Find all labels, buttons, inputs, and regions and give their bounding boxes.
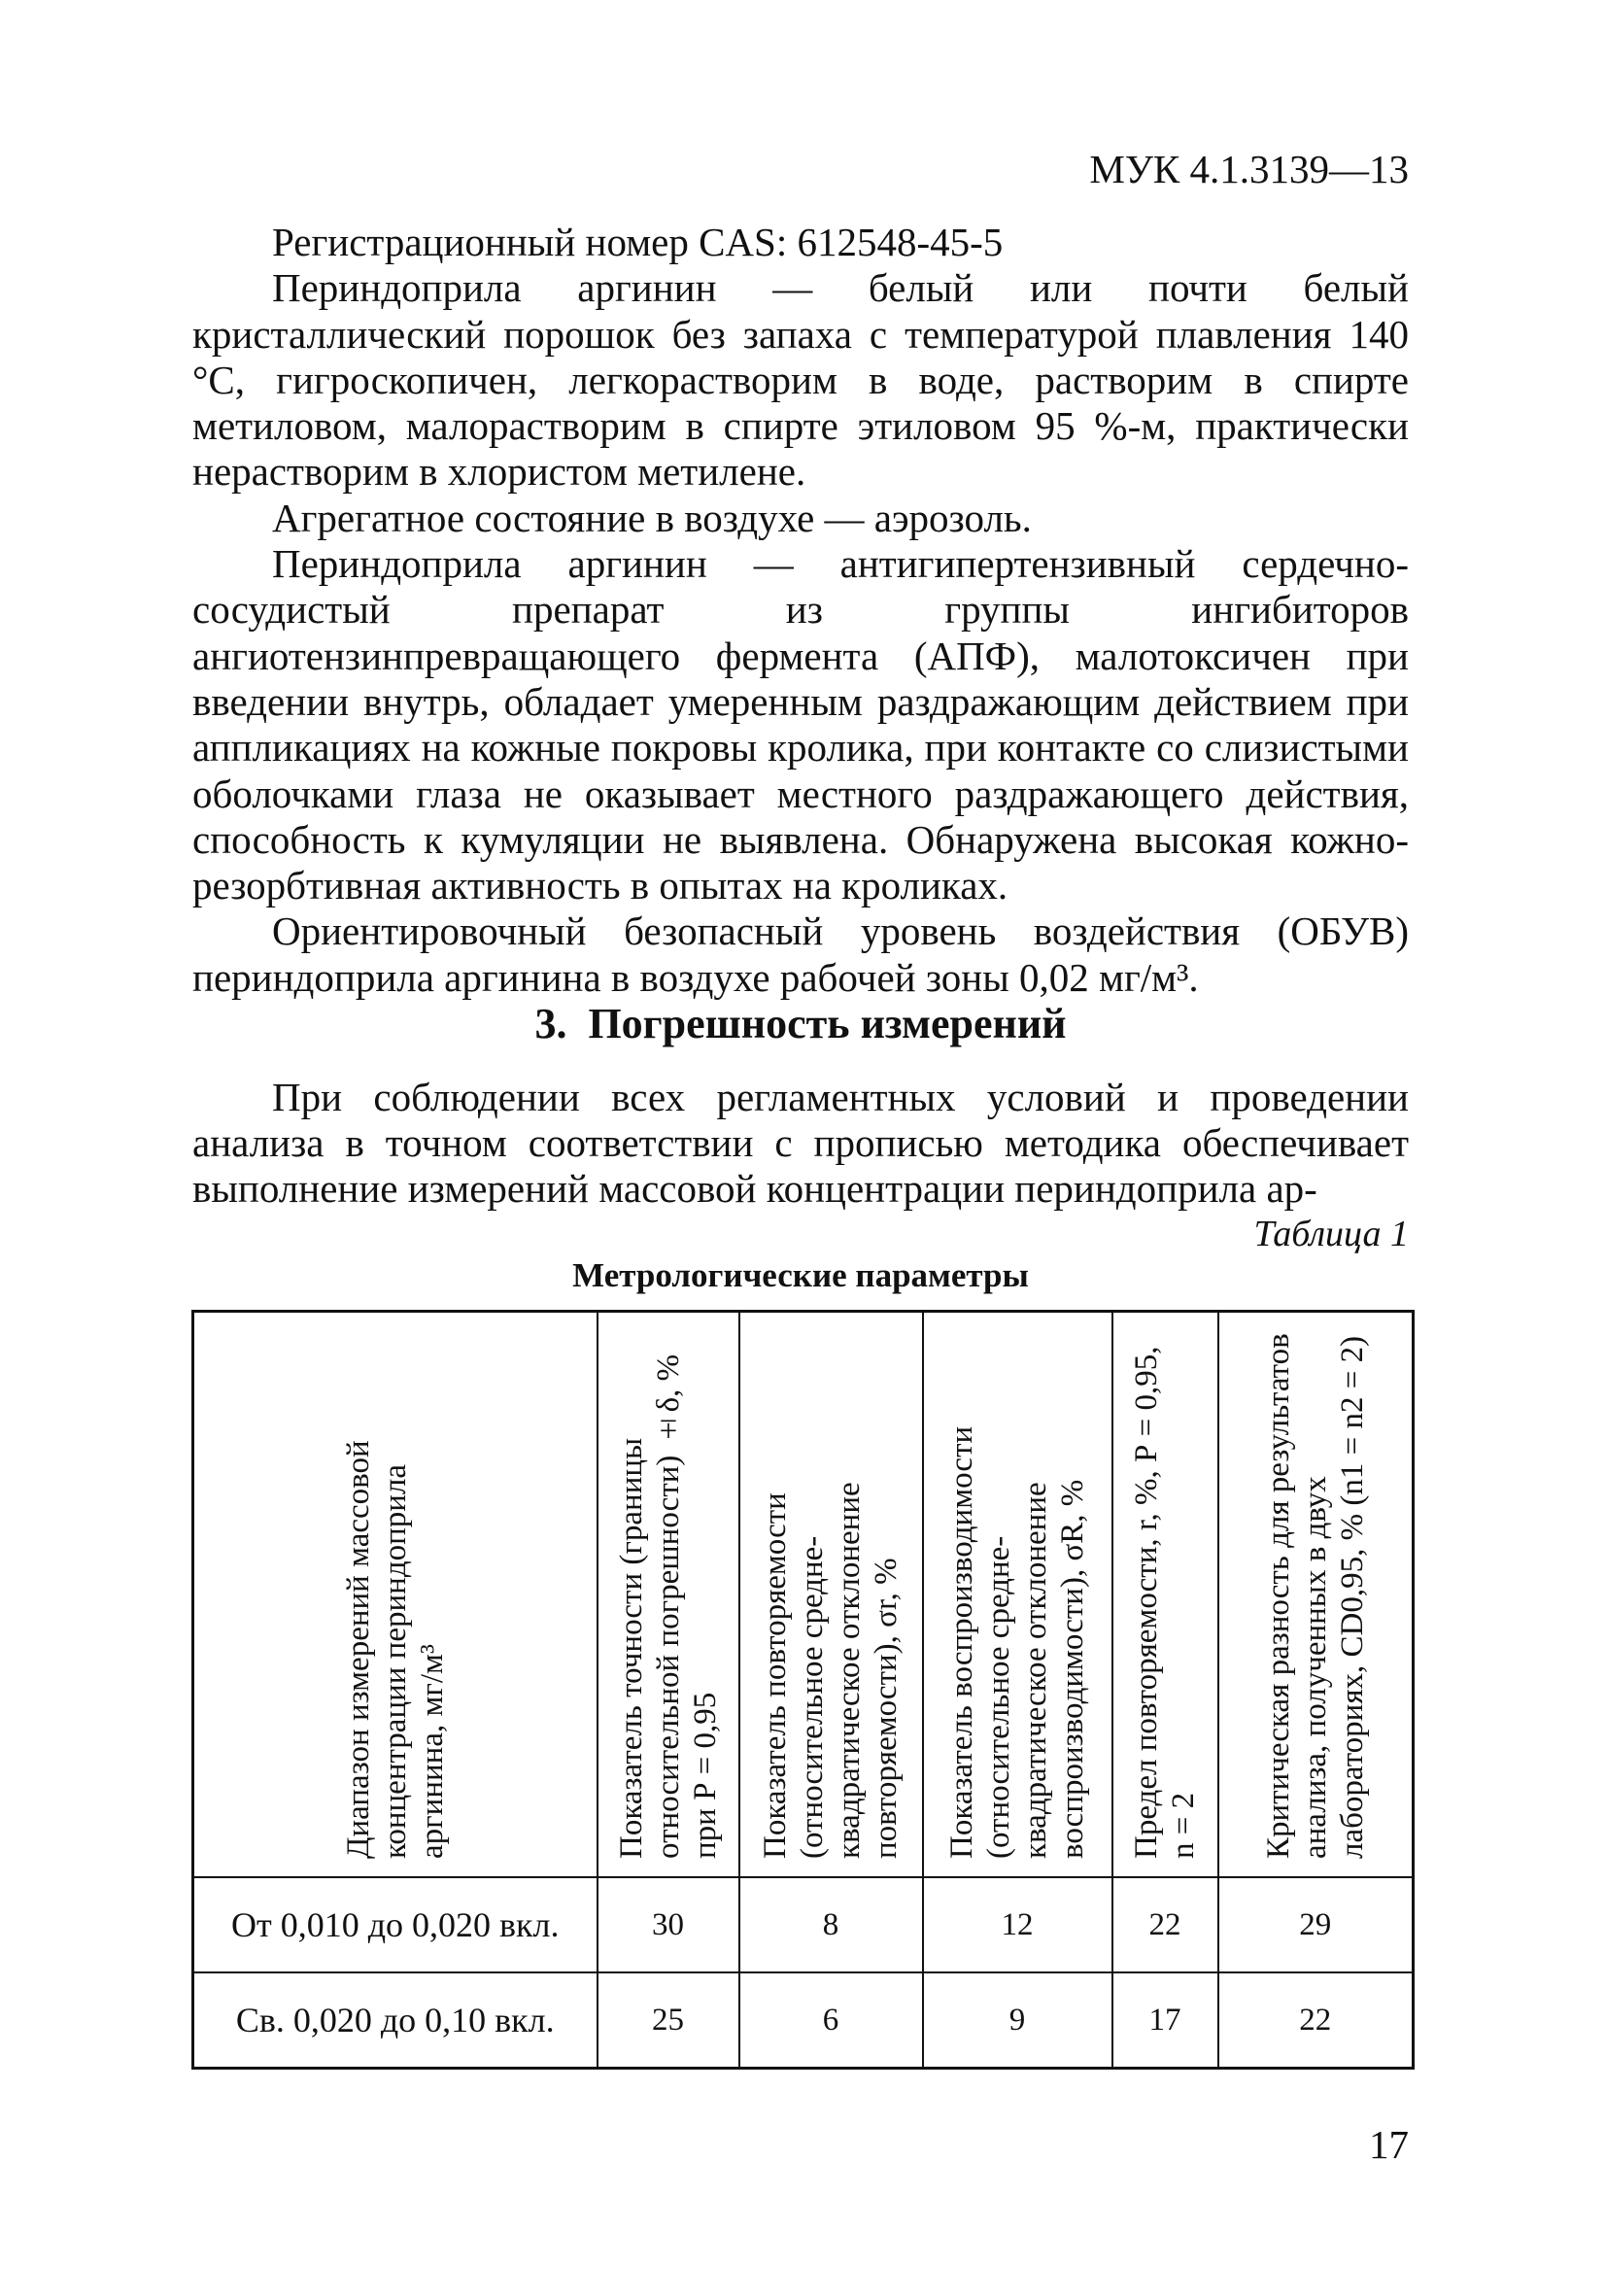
table-cell: 22	[1218, 1972, 1414, 2069]
table-cell: 29	[1218, 1877, 1414, 1972]
header-accuracy-text: Показатель точности (границы относительной погрешности) ±δ, % при Р = 0,95	[613, 1354, 723, 1859]
table-header-row	[193, 1312, 1414, 1878]
table-cell: 8	[739, 1877, 923, 1972]
table-cell: 25	[598, 1972, 739, 2069]
header-accuracy	[598, 1312, 739, 1878]
section-title	[192, 999, 1409, 1048]
table-cell: 6	[739, 1972, 923, 2069]
table-cell: 22	[1112, 1877, 1218, 1972]
header-repeatability-limit	[1112, 1312, 1218, 1878]
header-repeatability	[739, 1312, 923, 1878]
table-cell: 9	[923, 1972, 1112, 2069]
table-title: Метрологические параметры	[572, 1256, 1029, 1294]
table-cell: 30	[598, 1877, 739, 1972]
table-row	[193, 1972, 1414, 2069]
section-number: 3.	[534, 1000, 567, 1047]
table-cell: 17	[1112, 1972, 1218, 2069]
header-repeatability-limit-text: Предел повторяемости, r, %, Р = 0,95, n = 2	[1129, 1346, 1201, 1859]
section-title-text: Погрешность измерений	[588, 1000, 1067, 1047]
page-number: 17	[1369, 2122, 1409, 2167]
obuv-paragraph: Ориентировочный безопасный уровень воздействия (ОБУВ) периндоприла аргинина в воздухе рабочей зоны 0,02 мг/м³.	[192, 908, 1409, 1000]
header-reproducibility-text: Показатель воспроизводимости (относительное средне-квадратическое отклонение воспроизводимости), σR, %	[944, 1425, 1090, 1859]
table-label: Таблица 1	[1253, 1214, 1409, 1254]
aggregate-state-paragraph: Агрегатное состояние в воздухе — аэрозоль.	[272, 495, 1032, 540]
header-reproducibility	[923, 1312, 1112, 1878]
header-range-text: Диапазон измерений массовой концентрации периндоприла аргинина, мг/м³	[340, 1440, 450, 1859]
table-cell: 12	[923, 1877, 1112, 1972]
cas-paragraph: Регистрационный номер CAS: 612548-45-5	[272, 220, 1004, 264]
metrology-table	[191, 1310, 1415, 2070]
toxicology-paragraph: Периндоприла аргинин — антигипертензивный сердечно-сосудистый препарат из группы ингибиторов ангиотензинпревращающего фермента (АПФ), малотоксичен при введении внутрь, обладает умеренным раздражающим действием при аппликациях на кожные покровы кролика, при контакте со слизистыми оболочками глаза не оказывает местного раздражающего действия, способность к кумуляции не выявлена. Обнаружена высокая кожно-резорбтивная активность в опытах на кроликах.	[192, 541, 1409, 908]
header-repeatability-text: Показатель повторяемости (относительное средне-квадратическое отклонение повторяемости), σr, %	[758, 1482, 904, 1859]
table-row	[193, 1877, 1414, 1972]
body-text	[192, 220, 1409, 1001]
description-paragraph: Периндоприла аргинин — белый или почти белый кристаллический порошок без запаха с температурой плавления 140 °С, гигроскопичен, легкорастворим в воде, растворим в спирте метиловом, малорастворим в спирте этиловом 95 %-м, практически нерастворим в хлористом метилене.	[192, 265, 1409, 495]
table-cell: От 0,010 до 0,020 вкл.	[193, 1877, 598, 1972]
section-paragraph: При соблюдении всех регламентных условий и проведении анализа в точном соответствии с прописью методика обеспечивает выполнение измерений массовой концентрации периндоприла ар-	[192, 1075, 1409, 1211]
header-critical-difference-text: Критическая разность для результатов анализа, полученных в двух лабораториях, CD0,95, % (n1 = n2 = 2)	[1260, 1333, 1370, 1859]
table-cell: Св. 0,020 до 0,10 вкл.	[193, 1972, 598, 2069]
document-code: МУК 4.1.3139—13	[1089, 147, 1409, 191]
header-critical-difference	[1218, 1312, 1414, 1878]
section-text	[192, 1075, 1409, 1212]
header-range	[193, 1312, 598, 1878]
